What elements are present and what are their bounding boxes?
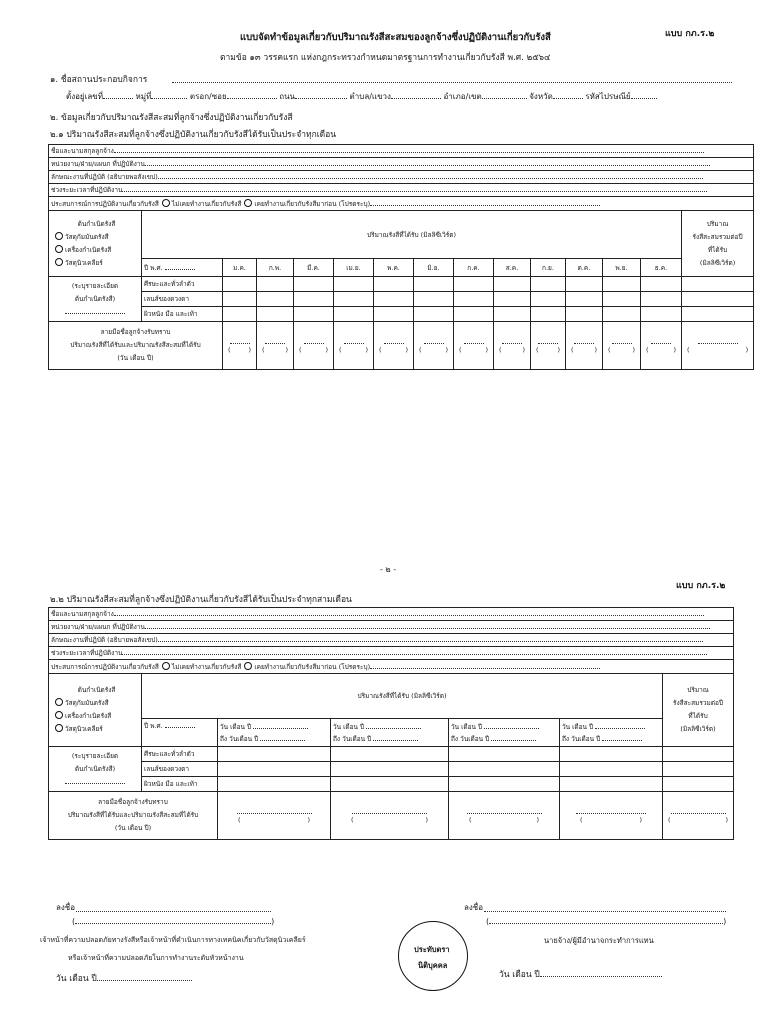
employee-name-row[interactable]: ชื่อและนามสกุลลูกจ้าง [49,608,734,621]
form-title: แบบจัดทำข้อมูลเกี่ยวกับปริมาณรังสีสะสมของลูกจ้างซึ่งปฏิบัติงานเกี่ยวกับรังสี [240,32,551,43]
dose-cell[interactable] [494,277,531,292]
dose-cell[interactable] [294,307,334,322]
body-part-label: ศีรษะและทั่วลำตัว [142,277,223,292]
experience-row: ประสบการณ์การปฏิบัติงานเกี่ยวกับรังสี ไม่เคยทำงานเกี่ยวกับรังสี เคยทำงานเกี่ยวกับรังสีมาก่อน (โปรดระบุ) [49,197,754,211]
annual-total-header: ปริมาณ รังสีสะสมรวมต่อปี ที่ได้รับ (มิลลิซีเวิร์ต) [682,211,754,277]
work-period-row[interactable]: ช่วงระยะเวลาที่ปฏิบัติงาน [49,184,754,197]
radio-nuclear-material[interactable] [55,724,63,732]
experience-row: ประสบการณ์การปฏิบัติงานเกี่ยวกับรังสี ไม่เคยทำงานเกี่ยวกับรังสี เคยทำงานเกี่ยวกับรังสีมาก่อน (โปรดระบุ) [49,660,734,674]
dose-cell[interactable] [218,747,331,762]
addr-no-label: ตั้งอยู่เลขที่ [66,92,103,101]
postcode-label: รหัสไปรษณีย์ [585,92,631,101]
ack-sign-cell[interactable]: ( ) [494,322,531,370]
dose-cell[interactable] [223,292,257,307]
dose-cell[interactable] [449,747,560,762]
total-cell[interactable] [663,777,734,792]
dose-cell[interactable] [294,292,334,307]
ack-sign-cell[interactable]: ( ) [374,322,414,370]
dose-cell[interactable] [334,292,374,307]
ack-sign-cell[interactable]: ( ) [414,322,454,370]
ack-sign-cell[interactable]: ( ) [331,792,449,840]
seal-line1: ประทับตรา [414,945,450,954]
left-name-paren[interactable]: ( ) [72,917,275,926]
dose-cell[interactable] [331,747,449,762]
company-seal [398,921,468,991]
body-part-label: ผิวหนัง มือ และเท้า [142,307,223,322]
section2-label: ๒. ข้อมูลเกี่ยวกับปริมาณรังสีสะสมที่ลูกจ้างซึ่งปฏิบัติงานเกี่ยวกับรังสี [50,113,293,123]
dose-cell[interactable] [566,292,603,307]
radio-nuclear-material[interactable] [55,258,63,266]
ack-sign-cell[interactable]: ( ) [334,322,374,370]
dose-cell[interactable] [449,777,560,792]
body-part-label: เลนส์ของดวงตา [142,292,223,307]
dose-cell[interactable] [414,277,454,292]
employee-name-row[interactable]: ชื่อและนามสกุลลูกจ้าง [49,145,754,158]
amphoe-label: อำเภอ/เขต [443,92,482,101]
dose-cell[interactable] [641,277,682,292]
body-part-label: เลนส์ของดวงตา [142,762,218,777]
moo-field[interactable] [151,98,187,99]
radio-no-experience[interactable] [162,662,170,670]
month-header: ก.ค. [454,259,494,277]
total-cell[interactable] [682,292,754,307]
month-header: ส.ค. [494,259,531,277]
source-detail-cell[interactable]: (ระบุรายละเอียด ต้นกำเนิดรังสี) [49,747,142,792]
ack-sign-cell[interactable]: ( ) [603,322,641,370]
postcode-field[interactable] [631,98,657,99]
dose-cell[interactable] [257,307,294,322]
left-role-line1: เจ้าหน้าที่ความปลอดภัยทางรังสีหรือเจ้าหน้าที่ดำเนินการทางเทคนิคเกี่ยวกับวัสดุนิวเคลียร์ [40,936,306,944]
dose-cell[interactable] [494,292,531,307]
employee-ack-cell: ลายมือชื่อลูกจ้างรับทราบ ปริมาณรังสีที่ได้รับและปริมาณรังสีสะสมที่ได้รับ (วัน เดือน ปี) [49,322,223,370]
dose-cell[interactable] [566,307,603,322]
form-subtitle: ตามข้อ ๑๓ วรรคแรก แห่งกฎกระทรวงกำหนดมาตรฐานการทำงานเกี่ยวกับรังสี พ.ศ. ๒๕๖๔ [220,53,551,63]
dose-cell[interactable] [560,777,663,792]
dose-cell[interactable] [374,292,414,307]
dose-cell[interactable] [257,292,294,307]
section2-2-label: ๒.๒ ปริมาณรังสีสะสมที่ลูกจ้างซึ่งปฏิบัติงานเกี่ยวกับรังสีได้รับเป็นประจำทุกสามเดือน [50,595,352,605]
month-header: ก.พ. [257,259,294,277]
body-part-label: ศีรษะและทั่วลำตัว [142,747,218,762]
work-description-row[interactable]: ลักษณะงานที่ปฏิบัติ (อธิบายพอสังเขป) [49,171,754,184]
monthly-dose-table [48,144,754,370]
ack-sign-cell[interactable]: ( ) [531,322,566,370]
dose-cell[interactable] [531,292,566,307]
amphoe-field[interactable] [482,98,527,99]
dose-cell[interactable] [531,307,566,322]
month-header: มี.ค. [294,259,334,277]
month-header: พ.ย. [603,259,641,277]
dose-cell[interactable] [334,277,374,292]
department-row[interactable]: หน่วยงาน/ฝ่าย/แผนก ที่ปฏิบัติงาน [49,158,754,171]
radio-has-experience[interactable] [244,662,252,670]
dose-cell[interactable] [374,277,414,292]
month-header: เม.ย. [334,259,374,277]
dose-cell[interactable] [223,307,257,322]
month-header: ธ.ค. [641,259,682,277]
radio-has-experience[interactable] [244,199,252,207]
section2-1-label: ๒.๑ ปริมาณรังสีสะสมที่ลูกจ้างซึ่งปฏิบัติงานเกี่ยวกับรังสีได้รับเป็นประจำทุกเดือน [50,130,337,140]
page-number: - ๒ - [380,565,397,574]
ack-sign-cell[interactable]: ( ) [566,322,603,370]
dose-cell[interactable] [218,762,331,777]
province-field[interactable] [553,98,583,99]
ack-sign-cell[interactable]: ( ) [294,322,334,370]
ack-sign-cell[interactable]: ( ) [223,322,257,370]
dose-cell[interactable] [374,307,414,322]
dose-cell[interactable] [331,777,449,792]
work-description-row[interactable]: ลักษณะงานที่ปฏิบัติ (อธิบายพอสังเขป) [49,634,734,647]
dose-cell[interactable] [560,762,663,777]
right-date[interactable]: วัน เดือน ปี [499,967,662,981]
address-line [66,90,657,103]
moo-label: หมู่ที่ [135,92,152,101]
quarter-range-cell[interactable]: วัน เดือน ปี ถึง วันเดือน ปี [218,719,331,747]
month-header: ม.ค. [223,259,257,277]
soi-label: ตรอก/ซอย [189,92,227,101]
dose-cell[interactable] [494,307,531,322]
total-cell[interactable] [682,277,754,292]
left-date[interactable]: วัน เดือน ปี [56,971,192,985]
ack-sign-cell[interactable]: ( ) [682,322,754,370]
source-detail-cell[interactable]: (ระบุรายละเอียด ต้นกำเนิดรังสี) [49,277,142,322]
dose-cell[interactable] [414,292,454,307]
dose-cell[interactable] [331,762,449,777]
body-part-label: ผิวหนัง มือ และเท้า [142,777,218,792]
quarter-range-cell[interactable]: วัน เดือน ปี ถึง วันเดือน ปี [331,719,449,747]
dose-cell[interactable] [641,292,682,307]
total-cell[interactable] [663,762,734,777]
form-code: แบบ กภ.ร.๒ [665,29,715,39]
radio-radioactive-material[interactable] [55,232,63,240]
radio-radioactive-material[interactable] [55,698,63,706]
ack-sign-cell[interactable]: ( ) [663,792,734,840]
tambon-field[interactable] [391,98,441,99]
employee-ack-cell: ลายมือชื่อลูกจ้างรับทราบ ปริมาณรังสีที่ได้รับและปริมาณรังสีสะสมที่ได้รับ (วัน เดือน ปี) [49,792,218,840]
dose-cell[interactable] [454,292,494,307]
dose-cell[interactable] [223,277,257,292]
dose-cell[interactable] [603,292,641,307]
tambon-label: ตำบล/แขวง [349,92,391,101]
right-name-paren[interactable]: ( ) [486,917,727,926]
ack-sign-cell[interactable]: ( ) [454,322,494,370]
dose-cell[interactable] [257,277,294,292]
quarter-range-cell[interactable]: วัน เดือน ปี ถึง วันเดือน ปี [449,719,560,747]
dose-cell[interactable] [414,307,454,322]
left-role-line2: หรือเจ้าหน้าที่ความปลอดภัยในการทำงานระดับหัวหน้างาน [68,954,244,962]
dose-header: ปริมาณรังสีที่ได้รับ (มิลลิซีเวิร์ต) [142,674,663,719]
soi-field[interactable] [227,98,277,99]
dose-header: ปริมาณรังสีที่ได้รับ (มิลลิซีเวิร์ต) [142,211,682,259]
department-row[interactable]: หน่วยงาน/ฝ่าย/แผนก ที่ปฏิบัติงาน [49,621,734,634]
dose-cell[interactable] [641,307,682,322]
road-label: ถนน [279,92,295,101]
quarter-range-cell[interactable]: วัน เดือน ปี ถึง วันเดือน ปี [560,719,663,747]
dose-cell[interactable] [566,277,603,292]
dose-cell[interactable] [560,747,663,762]
dose-cell[interactable] [603,277,641,292]
ack-sign-cell[interactable]: ( ) [218,792,331,840]
right-signature-field[interactable] [484,911,726,912]
business-name-field[interactable] [172,82,732,83]
dose-cell[interactable] [454,307,494,322]
road-field[interactable] [295,98,347,99]
ack-sign-cell[interactable]: ( ) [560,792,663,840]
dose-cell[interactable] [603,307,641,322]
source-options-cell: ต้นกำเนิดรังสี วัสดุกัมมันตรังสี เครื่องกำเนิดรังสี วัสดุนิวเคลียร์ [49,674,142,747]
section1-label: ๑. ชื่อสถานประกอบกิจการ [50,75,148,85]
total-cell[interactable] [682,307,754,322]
month-header: พ.ค. [374,259,414,277]
month-header: ต.ค. [566,259,603,277]
annual-total-header: ปริมาณ รังสีสะสมรวมต่อปี ที่ได้รับ (มิลลิซีเวิร์ต) [663,674,734,747]
dose-cell[interactable] [294,277,334,292]
work-period-row[interactable]: ช่วงระยะเวลาที่ปฏิบัติงาน [49,647,734,660]
radio-radiation-generator[interactable] [55,245,63,253]
month-header: ก.ย. [531,259,566,277]
dose-cell[interactable] [334,307,374,322]
month-header: มิ.ย. [414,259,454,277]
year-cell[interactable]: ปี พ.ศ. [142,719,218,747]
ack-sign-cell[interactable]: ( ) [257,322,294,370]
left-signature-field[interactable] [76,911,271,912]
addr-no-field[interactable] [103,98,133,99]
dose-cell[interactable] [218,777,331,792]
dose-cell[interactable] [454,277,494,292]
radio-no-experience[interactable] [162,199,170,207]
radio-radiation-generator[interactable] [55,711,63,719]
province-label: จังหวัด [529,92,553,101]
dose-cell[interactable] [531,277,566,292]
source-options-cell: ต้นกำเนิดรังสี วัสดุกัมมันตรังสี เครื่องกำเนิดรังสี วัสดุนิวเคลียร์ [49,211,142,277]
total-cell[interactable] [663,747,734,762]
right-sign-label: ลงชื่อ [464,903,484,912]
left-sign-label: ลงชื่อ [56,903,76,912]
ack-sign-cell[interactable]: ( ) [449,792,560,840]
ack-sign-cell[interactable]: ( ) [641,322,682,370]
quarterly-dose-table [48,607,734,840]
form-code-page2: แบบ กภ.ร.๒ [676,581,726,591]
seal-line2: นิติบุคคล [418,961,448,970]
year-cell[interactable]: ปี พ.ศ. [142,259,223,277]
dose-cell[interactable] [449,762,560,777]
right-role: นายจ้าง/ผู้มีอำนาจกระทำการแทน [544,936,654,945]
